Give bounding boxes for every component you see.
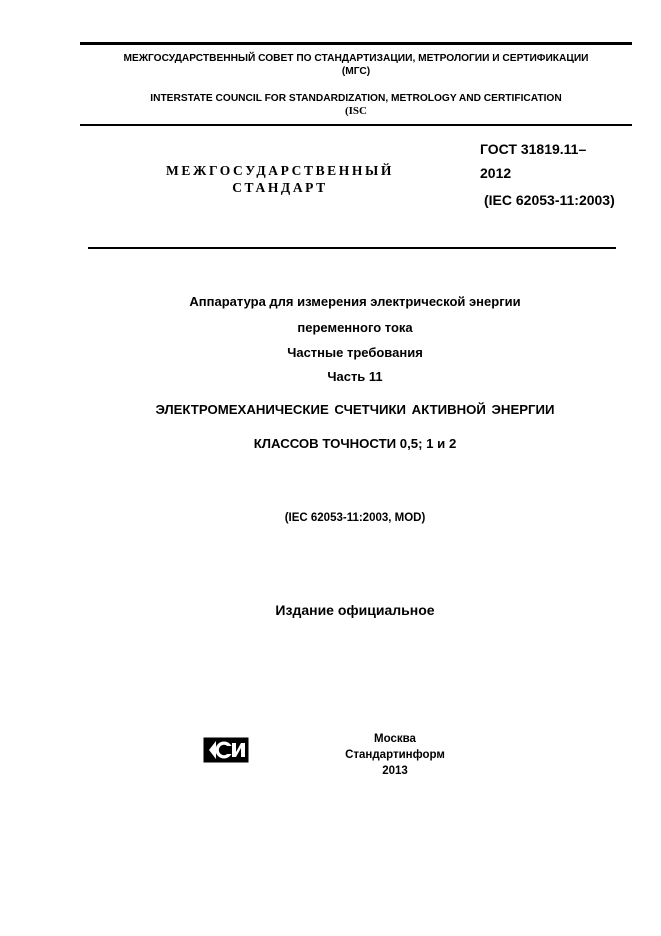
publication-year: 2013 bbox=[382, 765, 408, 777]
subject-line-2: КЛАССОВ ТОЧНОСТИ 0,5; 1 и 2 bbox=[253, 436, 457, 451]
title-part: Часть 11 bbox=[327, 369, 383, 384]
council-name-ru bbox=[80, 52, 632, 78]
title-line-2: переменного тока bbox=[297, 320, 413, 335]
header-bottom-rule bbox=[80, 124, 632, 126]
gost-year: 2012 bbox=[480, 165, 512, 181]
section-rule bbox=[88, 247, 616, 249]
title-line-1: Аппаратура для измерения электрической энергии bbox=[189, 294, 521, 309]
council-ru-name: МЕЖГОСУДАРСТВЕННЫЙ СОВЕТ ПО СТАНДАРТИЗАЦИИ, МЕТРОЛОГИИ И СЕРТИФИКАЦИИ bbox=[123, 53, 589, 64]
top-rule bbox=[80, 42, 632, 45]
council-en-abbr: (ISC bbox=[344, 105, 367, 117]
council-name-en bbox=[80, 92, 632, 118]
gost-iec-reference: (IEC 62053-11:2003) bbox=[484, 192, 615, 208]
publisher-city: Москва bbox=[374, 733, 416, 745]
council-en-name: INTERSTATE COUNCIL FOR STANDARDIZATION, METROLOGY AND CERTIFICATION bbox=[150, 93, 562, 104]
edition-label: Издание официальное bbox=[275, 602, 435, 618]
standartinform-logo-icon bbox=[203, 737, 249, 763]
standard-kind-line2: СТАНДАРТ bbox=[232, 180, 328, 195]
council-ru-abbr: (МГС) bbox=[341, 66, 371, 77]
publisher-name: Стандартинформ bbox=[345, 749, 445, 761]
title-line-3: Частные требования bbox=[287, 345, 423, 360]
subject-line-1: ЭЛЕКТРОМЕХАНИЧЕСКИЕ СЧЕТЧИКИ АКТИВНОЙ ЭНЕРГИИ bbox=[155, 402, 555, 417]
gost-number: ГОСТ 31819.11– bbox=[480, 141, 587, 157]
mod-reference: (IEC 62053-11:2003, MOD) bbox=[284, 512, 426, 524]
standard-kind-line1: МЕЖГОСУДАРСТВЕННЫЙ bbox=[166, 163, 394, 178]
standard-kind bbox=[150, 162, 410, 196]
